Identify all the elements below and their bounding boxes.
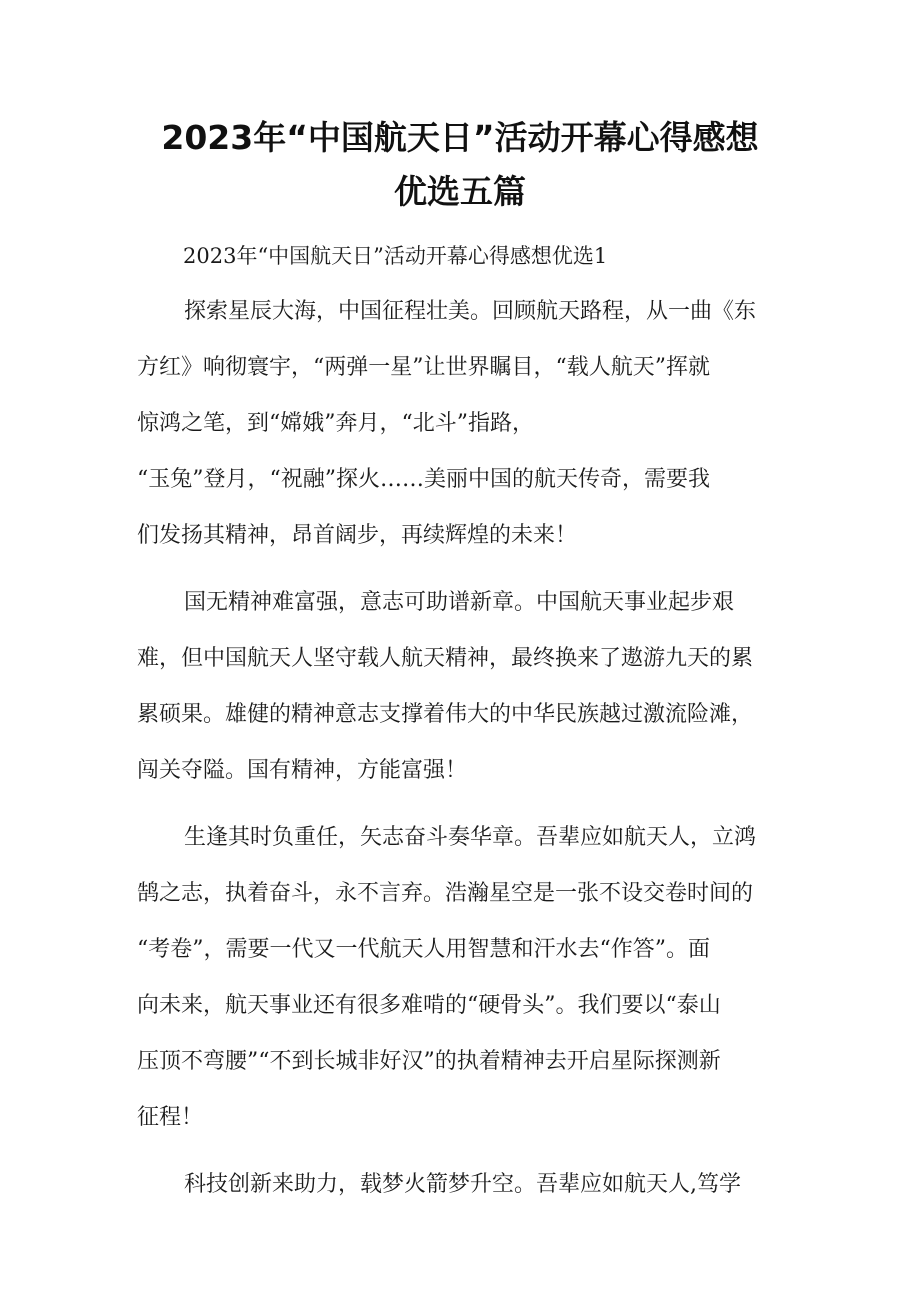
paragraph-1-line: 方红》响彻寰宇，“两弹一星”让世界瞩目，“载人航天”挥就 xyxy=(137,355,710,380)
paragraph-2-line: 国无精神难富强，意志可助谱新章。中国航天事业起步艰 xyxy=(184,590,735,615)
paragraph-1-line: 惊鸿之笔，到“嫦娥”奔月，“北斗”指路， xyxy=(137,411,534,436)
paragraph-1-line: 探索星辰大海，中国征程壮美。回顾航天路程，从一曲《东 xyxy=(184,299,757,324)
paragraph-3-line: 鹄之志，执着奋斗，永不言弃。浩瀚星空是一张不设交卷时间的 xyxy=(137,881,754,906)
paragraph-1-line: “玉兔”登月，“祝融”探火……美丽中国的航天传奇，需要我 xyxy=(137,467,710,492)
paragraph-1-line: 们发扬其精神，昂首阔步，再续辉煌的未来！ xyxy=(137,523,578,548)
paragraph-3-line: “考卷”，需要一代又一代航天人用智慧和汗水去“作答”。面 xyxy=(137,937,710,962)
document-title-continued: 优选五篇 xyxy=(394,172,526,211)
section-heading: 2023年“中国航天日”活动开幕心得感想优选1 xyxy=(183,244,608,268)
paragraph-2-line: 难，但中国航天人坚守载人航天精神，最终换来了遨游九天的累 xyxy=(137,646,754,671)
paragraph-2-line: 累硕果。雄健的精神意志支撑着伟大的中华民族越过激流险滩， xyxy=(137,702,754,727)
document-title: 2023年“中国航天日”活动开幕心得感想 xyxy=(161,118,759,157)
paragraph-3-line: 向未来，航天事业还有很多难啃的“硬骨头”。我们要以“泰山 xyxy=(137,993,721,1018)
paragraph-3-line: 生逢其时负重任，矢志奋斗奏华章。吾辈应如航天人，立鸿 xyxy=(184,825,757,850)
paragraph-4-line: 科技创新来助力，载梦火箭梦升空。吾辈应如航天人,笃学 xyxy=(184,1172,741,1197)
paragraph-3-line: 征程！ xyxy=(137,1105,204,1130)
paragraph-3-line: 压顶不弯腰”“不到长城非好汉”的执着精神去开启星际探测新 xyxy=(137,1049,721,1074)
paragraph-2-line: 闯关夺隘。国有精神，方能富强！ xyxy=(137,758,468,783)
